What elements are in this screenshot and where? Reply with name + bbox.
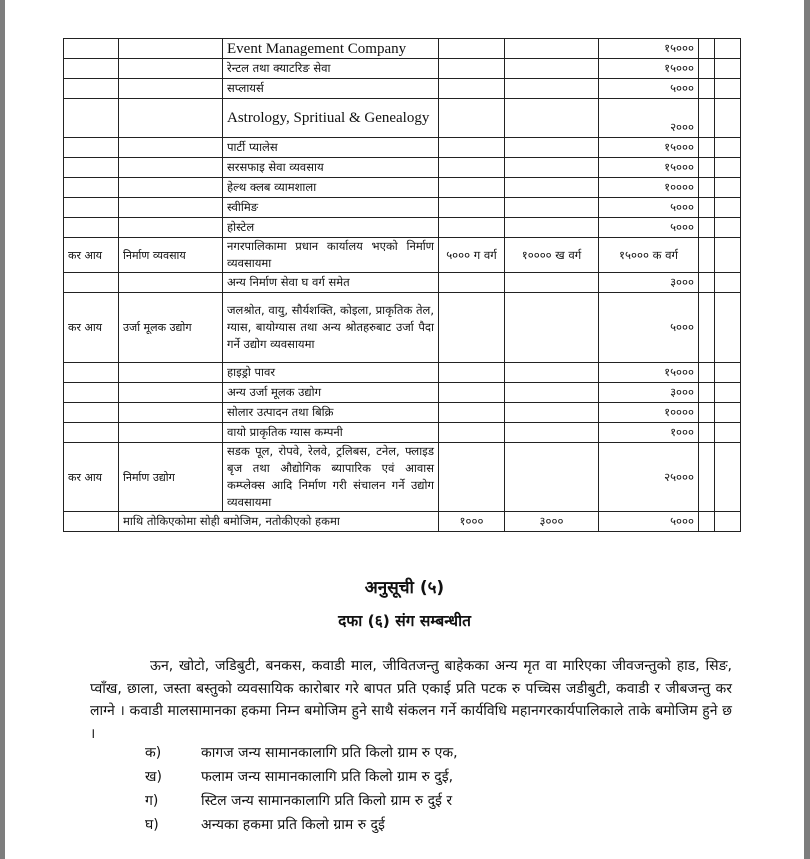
row-rate: ३००० <box>599 383 699 403</box>
table-row <box>64 403 741 423</box>
list-item-text: फलाम जन्य सामानकालागि प्रति किलो ग्राम रु दुई, <box>201 769 454 785</box>
list-item <box>145 790 452 812</box>
schedule-title: अनुसूची (५) <box>364 578 445 598</box>
table-row <box>64 423 741 443</box>
table-row <box>64 512 741 532</box>
row-description: सोलार उत्पादन तथा बिक्रि <box>223 403 439 423</box>
table-row <box>64 443 741 512</box>
table-row <box>64 99 741 138</box>
list-item-label: घ) <box>145 817 159 833</box>
row-description: हेल्थ क्लब व्यामशाला <box>223 178 439 198</box>
row-description: जलश्रोत, वायु, सौर्यशक्ति, कोइला, प्राकृतिक तेल, ग्यास, बायोग्यास तथा अन्य श्रोतहरुबाट उर्जा पैदा गर्ने उद्योग व्यवसायमा <box>223 293 439 363</box>
row-rate: १५००० <box>599 59 699 79</box>
page-right-edge <box>804 0 810 859</box>
row-ga-class-rate: १००० <box>439 512 505 532</box>
row-rate: १००० <box>599 423 699 443</box>
list-item <box>145 742 458 764</box>
table-row <box>64 363 741 383</box>
table-row <box>64 238 741 273</box>
row-rate: ५००० <box>599 198 699 218</box>
table-row <box>64 59 741 79</box>
row-rate: ५००० <box>599 512 699 532</box>
body-paragraph: ऊन, खोटो, जडिबुटी, बनकस, कवाडी माल, जीवितजन्तु बाहेकका अन्य मृत वा मारिएका जीवजन्तुको हाड, सिङ, प्वाँख, छाला, जस्ता बस्तुको व्यवसायिक कारोबार गरे बापत प्रति एकाई प्रति पटक रु पच्चिस जडीबुटी, कवाडी र जीबजन्तु कर लाग्ने । कवाडी मालसामानका हकमा निम्न बमोजिम हुने साथै संकलन गर्ने कार्यविधि महानगरकार्यपालिकाले ताके बमोजिम हुने छ । <box>90 658 732 742</box>
document-page <box>5 0 804 859</box>
table-row <box>64 138 741 158</box>
row-description: स्वीमिङ <box>223 198 439 218</box>
row-rate: २५००० <box>599 443 699 512</box>
row-rate: १०००० <box>599 178 699 198</box>
list-item-text: कागज जन्य सामानकालागि प्रति किलो ग्राम रु एक, <box>201 745 458 761</box>
row-description: सप्लायर्स <box>223 79 439 99</box>
row-ga-class-rate: ५००० ग वर्ग <box>439 238 505 273</box>
table-row <box>64 178 741 198</box>
row-description: हाइड्रो पावर <box>223 363 439 383</box>
row-description: अन्य निर्माण सेवा घ वर्ग समेत <box>223 273 439 293</box>
table-row <box>64 39 741 59</box>
row-description: सडक पूल, रोपवे, रेलवे, ट्रलिबस, टनेल, फ्लाइड बृज तथा औद्योगिक ब्यापारिक एवं आवास कम्प्लेक्स आदि निर्माण गरी संचालन गर्ने उद्योग व्यवसायमा <box>223 443 439 512</box>
table-row <box>64 293 741 363</box>
list-item-text: स्टिल जन्य सामानकालागि प्रति किलो ग्राम रु दुई र <box>201 793 453 809</box>
category-subtype: उर्जा मूलक उद्योग <box>119 293 223 363</box>
row-rate: ३००० <box>599 273 699 293</box>
row-description: पार्टी प्यालेस <box>223 138 439 158</box>
table-row <box>64 383 741 403</box>
row-rate: १५००० <box>599 158 699 178</box>
row-kha-class-rate: १०००० ख वर्ग <box>505 238 599 273</box>
list-item <box>145 766 453 788</box>
table-row <box>64 273 741 293</box>
row-description: रेन्टल तथा क्याटरिङ सेवा <box>223 59 439 79</box>
list-item <box>145 814 385 836</box>
table-row <box>64 158 741 178</box>
fee-table <box>63 38 741 532</box>
row-description: अन्य उर्जा मूलक उद्योग <box>223 383 439 403</box>
list-item-text: अन्यका हकमा प्रति किलो ग्राम रु दुई <box>201 817 385 833</box>
row-rate: २००० <box>599 99 699 138</box>
table-row <box>64 218 741 238</box>
row-rate: १५००० <box>599 363 699 383</box>
row-rate: ५००० <box>599 218 699 238</box>
table-row <box>64 198 741 218</box>
category-tax-income: कर आय <box>64 293 119 363</box>
row-description: Astrology, Spritiual & Genealogy <box>223 99 439 138</box>
section-reference: दफा (६) संग सम्बन्धीत <box>338 612 471 630</box>
row-rate: १०००० <box>599 403 699 423</box>
list-item-label: क) <box>145 745 162 761</box>
row-description: होस्टेल <box>223 218 439 238</box>
row-kha-class-rate: ३००० <box>505 512 599 532</box>
row-rate: १५००० <box>599 138 699 158</box>
row-rate: ५००० <box>599 79 699 99</box>
row-description: वायो प्राकृतिक ग्यास कम्पनी <box>223 423 439 443</box>
category-tax-income: कर आय <box>64 443 119 512</box>
row-rate: ५००० <box>599 293 699 363</box>
row-description: माथि तोकिएकोमा सोही बमोजिम, नतोकीएको हकमा <box>119 512 439 532</box>
table-row <box>64 79 741 99</box>
row-description: नगरपालिकामा प्रधान कार्यालय भएको निर्माण व्यवसायमा <box>223 238 439 273</box>
category-tax-income: कर आय <box>64 238 119 273</box>
list-item-label: ग) <box>145 793 159 809</box>
row-ka-class-rate: १५००० क वर्ग <box>599 238 699 273</box>
row-rate: १५००० <box>599 39 699 59</box>
row-description: Event Management Company <box>223 39 439 59</box>
category-subtype: निर्माण व्यवसाय <box>119 238 223 273</box>
row-description: सरसफाइ सेवा व्यवसाय <box>223 158 439 178</box>
list-item-label: ख) <box>145 769 162 785</box>
category-subtype: निर्माण उद्योग <box>119 443 223 512</box>
